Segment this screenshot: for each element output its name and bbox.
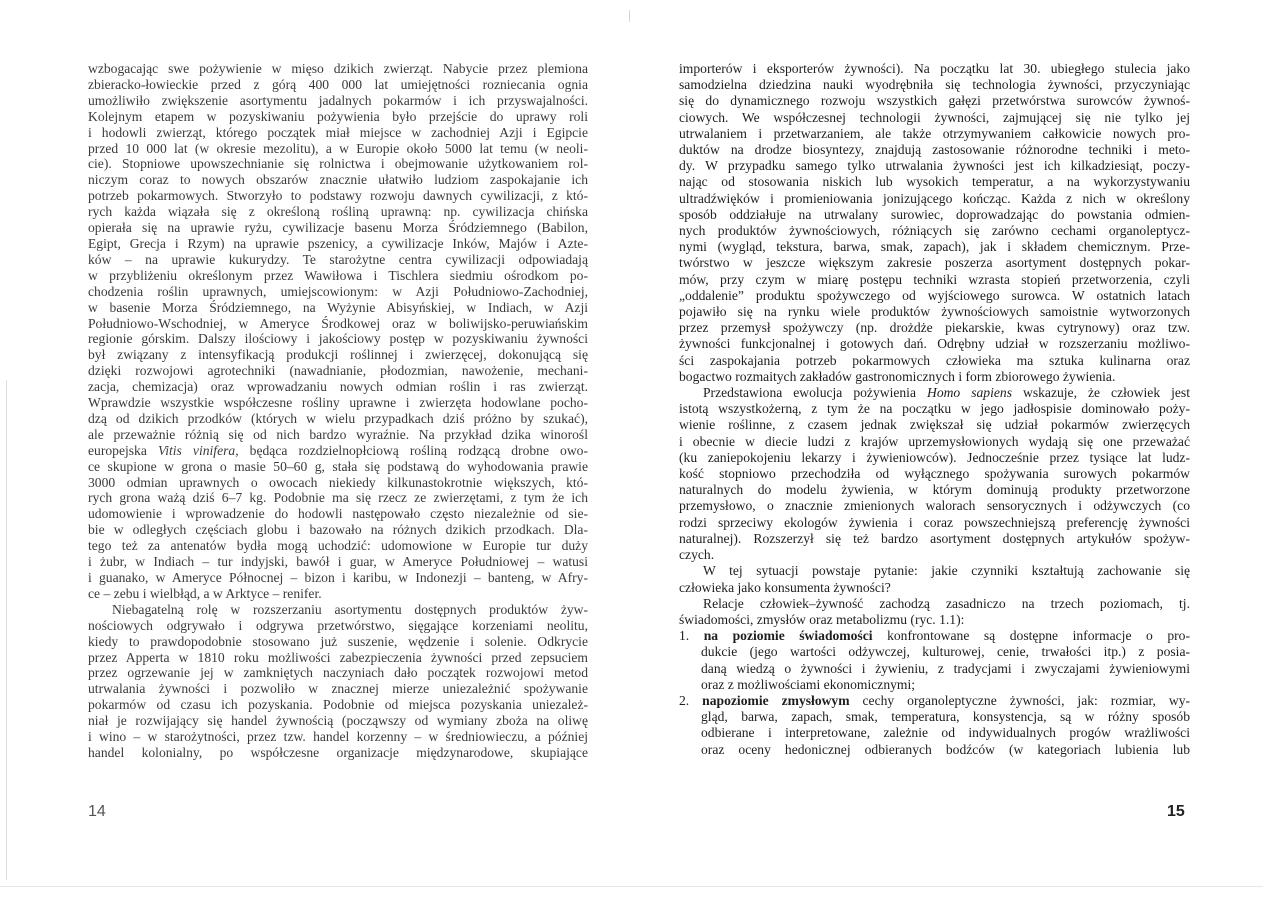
text-line — [88, 459, 588, 475]
line-text: cechy organoleptyczne żywności, jak: rozmiar, wy- — [849, 692, 1191, 708]
text-line — [88, 618, 588, 634]
line-text: przed 10 000 lat (w okresie mezolitu), a w Europie około 5000 lat temu (w neoli- — [88, 140, 588, 156]
line-text: cie). Stopniowe upowszechnianie się rolnictwa i obejmowanie użytkowaniem rol- — [88, 156, 588, 172]
text-line — [88, 665, 588, 681]
line-text: Egipt, Grecja i Rzym) na uprawie pszenicy, a cywilizacje Inków, Majów i Azte- — [88, 235, 588, 251]
text-line — [679, 239, 1190, 255]
line-text: niał je rozwijający się handel żywnością (począwszy od wymiany zboża na oliwę — [88, 713, 588, 729]
line-text: zbieracko-łowieckie przed z górą 400 000 lat umiejętności rozniecania ognia — [88, 76, 588, 92]
line-text: utrwalaniem i przetwarzaniem, ale także otrzymywaniem całkowicie nowych pro- — [679, 125, 1190, 141]
line-text: oraz z możliwościami ekonomicznymi; — [701, 676, 916, 692]
text-line — [88, 697, 588, 713]
text-line — [679, 142, 1190, 158]
line-text: bogactwo rozmaitych zakładów gastronomicznych i form zbiorowego żywienia. — [679, 368, 1116, 384]
line-text: dy. W przypadku samego tylko utrwalania żywności jest ich kilkadziesiąt, poczy- — [679, 158, 1190, 174]
text-line — [679, 644, 1190, 660]
line-text: gląd, barwa, zapach, smak, temperatura, konsystencja, są w różny sposób — [701, 709, 1190, 725]
text-line — [88, 347, 588, 363]
line-text: czych. — [679, 547, 715, 563]
line-text: przez Apperta w 1810 roku możliwości zabezpieczenia żywności przed zepsuciem — [88, 649, 588, 665]
line-text: konfrontowane są dostępne informacje o pro- — [872, 628, 1191, 644]
line-text: przez przemysł spożywczy (np. drożdże piekarskie, kwas cytrynowy) oraz tzw. — [679, 320, 1190, 336]
text-line — [679, 77, 1190, 93]
text-line — [679, 482, 1190, 498]
line-text: pokarmów od czasu ich pozyskania. Podobnie od miejsca pozyskania uniezależ- — [88, 697, 588, 713]
text-line — [88, 141, 588, 157]
line-text: regionie górskim. Dalszy ilościowy i jakościowy postęp w pozyskiwaniu żywności — [88, 331, 588, 347]
line-text: tego też za antenatów bydła mogą uchodzić: udomowione w Europie tur duży — [88, 538, 588, 554]
line-text: ści zaspokajania potrzeb pokarmowych człowieka ma sztuka kulinarna oraz — [679, 352, 1190, 368]
line-text: W tej sytuacji powstaje pytanie: jakie czynniki kształtują zachowanie się — [703, 563, 1190, 579]
line-text: wienie roślinne, z czasem jednak zwiększał się udział pokarmów zwierzęcych — [679, 417, 1190, 433]
line-text: pojawiło się na rynku wiele produktów żywnościowych samoistnie wytworzonych — [679, 304, 1190, 320]
text-line — [679, 288, 1190, 304]
line-text: ce – zebu i wielbłąd, a w Arktyce – renifer. — [88, 585, 322, 601]
line-text: umożliwiło zwiększenie asortymentu jadalnych pokarmów i ich przyswajalności. — [88, 92, 588, 108]
text-line — [679, 336, 1190, 352]
line-text: ków – na uprawie kukurydzy. Te starożytne centra cywilizacji odpowiadają — [88, 251, 588, 267]
line-text: i hodowli zwierząt, którego początek miał miejsce w zachodniej Azji i Egipcie — [88, 124, 588, 140]
line-text: kiedy to prawdopodobnie stosowano już suszenie, wędzenie i solenie. Odkrycie — [88, 633, 588, 649]
text-line — [679, 255, 1190, 271]
line-text: w basenie Morza Śródziemnego, na Wyżynie Abisyńskiej, w Indiach, w Azji — [88, 299, 588, 315]
text-line — [88, 586, 588, 602]
line-text: dukcie (jego wartości odżywczej, kulturowej, cenie, trwałości itp.) z posia- — [701, 644, 1190, 660]
line-text: był związany z intensyfikacją produkcji roślinnej i zwierzęcej, dokonującą się — [88, 347, 588, 363]
text-line — [679, 369, 1190, 385]
text-line — [679, 126, 1190, 142]
text-line — [88, 650, 588, 666]
line-text: Kolejnym etapem w pozyskiwaniu pożywienia było przejście do uprawy roli — [88, 108, 588, 124]
text-line — [679, 612, 1190, 628]
line-text: świadomości, zmysłów oraz metabolizmu (ryc. 1.1): — [679, 611, 965, 627]
text-line — [679, 563, 1190, 579]
line-text: rych każda wiązała się z określoną rośliną uprawną: np. cywilizacja chińska — [88, 204, 588, 220]
text-line — [679, 93, 1190, 109]
text-line — [679, 401, 1190, 417]
text-line — [88, 570, 588, 586]
line-text: ultradźwięków i promieniowania jonizującego kończąc. Każda z nich w określony — [679, 190, 1190, 206]
text-line — [88, 681, 588, 697]
text-line — [88, 379, 588, 395]
line-text: daną wiedzą o żywności i żywieniu, z tradycjami i zwyczajami żywieniowymi — [701, 660, 1190, 676]
line-text: „oddalenie” produktu spożywczego od wyjściowego surowca. W ostatnich latach — [679, 287, 1190, 303]
text-line — [88, 300, 588, 316]
line-text: importerów i eksporterów żywności). Na początku lat 30. ubiegłego stulecia jako — [679, 61, 1190, 76]
line-text: dzą od dzikich przodków (których w wielu przypadkach dziś próżno by szukać), — [88, 410, 588, 426]
line-text: chodzenia roślin uprawnych, umiejscowionym: w Azji Południowo-Zachodniej, — [88, 283, 588, 299]
text-line — [679, 531, 1190, 547]
line-text: sposób oddziałuje na utrwalany surowiec, doprowadzając do powstania odmien- — [679, 206, 1190, 222]
line-text: europejska — [88, 442, 158, 458]
line-text: naturalnych do modelu żywienia, w którym dominują produkty przetworzone — [679, 482, 1190, 498]
text-line — [88, 156, 588, 172]
line-text: człowieka jako konsumenta żywności? — [679, 579, 891, 595]
left-page-body — [88, 61, 588, 761]
line-text: 3000 odmian uprawnych o owocach niekiedy kilkunastokrotnie większych, któ- — [88, 474, 588, 490]
text-line — [88, 713, 588, 729]
text-line — [679, 191, 1190, 207]
text-line — [88, 236, 588, 252]
text-line — [679, 110, 1190, 126]
text-line — [679, 742, 1190, 758]
text-line — [679, 693, 1190, 709]
line-text: Wprawdzie wszystkie współczesne rośliny uprawne i zwierzęta hodowlane pocho- — [88, 395, 588, 411]
text-line — [88, 252, 588, 268]
text-line — [679, 207, 1190, 223]
text-line — [679, 725, 1190, 741]
text-line — [88, 538, 588, 554]
text-line — [679, 353, 1190, 369]
italic-text: Homo sapiens — [927, 385, 1013, 401]
line-text: żywności funkcjonalnej i gotowych dań. Odrębny udział w rozszerzaniu możliwo- — [679, 336, 1190, 352]
line-text: wzbogacając swe pożywienie w mięso dzikich zwierząt. Nabycie przez plemiona — [88, 61, 588, 76]
text-line — [679, 272, 1190, 288]
text-line — [88, 284, 588, 300]
text-line — [88, 475, 588, 491]
text-line — [88, 77, 588, 93]
line-text: istotą wszystkożerną, z tym że na początku w jego jadłospisie dominowało poży- — [679, 401, 1190, 417]
line-text: Przedstawiona ewolucja pożywienia — [703, 385, 927, 401]
line-text: nych produktów żywnościowych, różniących się zarówno cechami organoleptycz- — [679, 223, 1190, 239]
text-line — [679, 596, 1190, 612]
line-text: 2. — [679, 692, 703, 708]
text-line — [679, 515, 1190, 531]
line-text: zacja, chemizacja) oraz wprowadzaniu nowych odmian roślin i ras zwierząt. — [88, 379, 588, 395]
text-line — [679, 677, 1190, 693]
text-line — [679, 417, 1190, 433]
line-text: rych grona ważą dziś 6–7 kg. Podobnie ma się rzecz ze zwierzętami, z tym że ich — [88, 490, 588, 506]
line-text: udomowienie i wprowadzenie do hodowli następowało często niezależnie od sie- — [88, 506, 588, 522]
line-text: nymi (wygląd, tekstura, barwa, smak, zapach), jak i składem chemicznym. Prze- — [679, 239, 1190, 255]
line-text: (ku zaniepokojeniu lekarzy i żywieniowców). Jednocześnie przez tysiące lat ludz- — [679, 449, 1190, 465]
line-text: rodzi sprzeciwy ekologów żywienia i coraz powszechniejszą preferencję żywności — [679, 514, 1190, 530]
line-text: w przybliżeniu określonym przez Wawiłowa i Tischlera siedmiu ośrodkom po- — [88, 267, 588, 283]
line-text: bie w odległych częściach globu i bazowało na różnych dzikich przodkach. Dla- — [88, 522, 588, 538]
text-line — [679, 628, 1190, 644]
line-text: ciowych. We współczesnej technologii żywności, zajmującej się nie tylko jej — [679, 109, 1190, 125]
text-line — [679, 466, 1190, 482]
line-text: odbierane i interpretowane, zależnie od indywidualnych progów wrażliwości — [701, 725, 1190, 741]
text-line — [88, 602, 588, 618]
text-line — [88, 125, 588, 141]
text-line — [679, 709, 1190, 725]
text-line — [88, 331, 588, 347]
text-line — [679, 498, 1190, 514]
text-line — [88, 729, 588, 745]
text-line — [679, 61, 1190, 77]
line-text: 1. — [679, 628, 704, 644]
gutter-mark — [629, 10, 630, 22]
line-text: nościowych odgrywało i odgrywa przetwórstwo, sięgające korzeniami neolitu, — [88, 617, 588, 633]
line-text: duktów na drodze biosyntezy, znajdują zastosowanie różnorodne techniki i meto- — [679, 142, 1190, 158]
line-text: naturalnej). Rozszerzył się też bardzo asortyment dostępnych artykułów spożyw- — [679, 530, 1190, 546]
bold-text: na poziomie świadomości — [703, 628, 873, 644]
text-line — [88, 443, 588, 459]
text-line — [679, 661, 1190, 677]
line-text: ale przeważnie różnią się od nich bardzo wyraźnie. Na przykład dzika winorośl — [88, 426, 588, 442]
text-line — [679, 434, 1190, 450]
scan-bottom-edge — [0, 886, 1263, 887]
page-number-right: 15 — [1167, 803, 1185, 820]
text-line — [88, 220, 588, 236]
text-line — [88, 363, 588, 379]
line-text: nając od stosowania niskich lub wysokich temperatur, a na wykorzystywaniu — [679, 174, 1190, 190]
line-text: , będąca rozdzielnopłciową rośliną rodzącą drobne owo- — [235, 442, 588, 458]
line-text: Niebagatelną rolę w rozszerzaniu asortymentu dostępnych produktów żyw- — [112, 601, 588, 617]
line-text: mów, przy czym w miarę postępu techniki wzrasta stopień przetworzenia, czyli — [679, 271, 1190, 287]
text-line — [88, 490, 588, 506]
line-text: kość stopniowo przechodziła od wyłącznego spożywania surowych pokarmów — [679, 466, 1190, 482]
right-page-body — [679, 61, 1190, 758]
line-text: się do dynamicznego rozwoju wszystkich gałęzi przetwórstwa surowców żywnoś- — [679, 93, 1190, 109]
text-line — [679, 580, 1190, 596]
line-text: dzięki rozwojowi agrotechniki (nawadnianie, płodozmian, nawożenie, mechani- — [88, 363, 588, 379]
italic-text: Vitis vinifera — [157, 442, 236, 458]
text-line — [88, 61, 588, 77]
text-line — [679, 174, 1190, 190]
text-line — [679, 304, 1190, 320]
line-text: twórstwo w jeszcze większym zakresie poszerza asortyment dostępnych pokar- — [679, 255, 1190, 271]
line-text: samodzielna dziedzina nauki wyodrębniła się technologia żywności, przyczyniając — [679, 77, 1190, 93]
text-line — [679, 223, 1190, 239]
text-line — [679, 158, 1190, 174]
text-line — [88, 109, 588, 125]
text-line — [88, 554, 588, 570]
line-text: Relacje człowiek–żywność zachodzą zasadniczo na trzech poziomach, tj. — [703, 595, 1190, 611]
line-text: ce skupione w grona o masie 50–60 g, stała się podstawą do wyhodowania prawie — [88, 458, 588, 474]
line-text: i obecnie w diecie ludzi z krajów uprzemysłowionych wydają się one przeważać — [679, 433, 1190, 449]
page-number-left: 14 — [88, 803, 106, 820]
text-line — [88, 427, 588, 443]
line-text: i żubr, w Indiach – tur indyjski, bawół i guar, w Ameryce Południowej – watusi — [88, 554, 588, 570]
text-line — [88, 411, 588, 427]
text-line — [88, 522, 588, 538]
line-text: i guanako, w Ameryce Północnej – bizon i karibu, w Indonezji – banteng, w Afry- — [88, 570, 588, 585]
line-text: przez ogrzewanie jej w zamkniętych naczyniach dało początek rozwojowi metod — [88, 665, 588, 681]
line-text: utrwalania żywności i pozwoliło w znacznej mierze uniezależnić spożywanie — [88, 681, 588, 697]
text-line — [88, 93, 588, 109]
line-text: Południowo-Wschodniej, w Ameryce Środkowej oraz w boliwijsko-peruwiańskim — [88, 315, 588, 331]
text-line — [88, 204, 588, 220]
line-text: niczym coraz to nowych obszarów znacznie ułatwiło ludziom zaspokajanie ich — [88, 172, 588, 188]
line-text: przemysłowo, o znacznie zmienionych walorach sensorycznych i odżywczych (co — [679, 498, 1190, 514]
text-line — [679, 385, 1190, 401]
bold-text: napoziomie zmysłowym — [702, 692, 850, 708]
text-line — [88, 172, 588, 188]
line-text: handel kolonialny, po współczesne organizacje międzynarodowe, skupiające — [88, 744, 588, 760]
scan-edge-shadow — [6, 380, 7, 880]
text-line — [88, 634, 588, 650]
text-line — [679, 547, 1190, 563]
text-line — [88, 268, 588, 284]
text-line — [88, 188, 588, 204]
line-text: opierała się na uprawie ryżu, cywilizacje basenu Morza Śródziemnego (Babilon, — [88, 220, 588, 236]
line-text: potrzeb pokarmowych. Stworzyło to podstawy rozwoju dawnych cywilizacji, z któ- — [88, 188, 588, 204]
text-line — [88, 316, 588, 332]
line-text: wskazuje, że człowiek jest — [1012, 385, 1190, 401]
text-line — [88, 395, 588, 411]
text-line — [88, 745, 588, 761]
line-text: oraz oceny hedonicznej odbieranych bodźców (w kategoriach lubienia lub — [701, 741, 1190, 757]
text-line — [679, 450, 1190, 466]
text-line — [679, 320, 1190, 336]
text-line — [88, 506, 588, 522]
line-text: i wino – w starożytności, przez tzw. handel korzenny – w średniowieczu, a później — [88, 729, 588, 745]
